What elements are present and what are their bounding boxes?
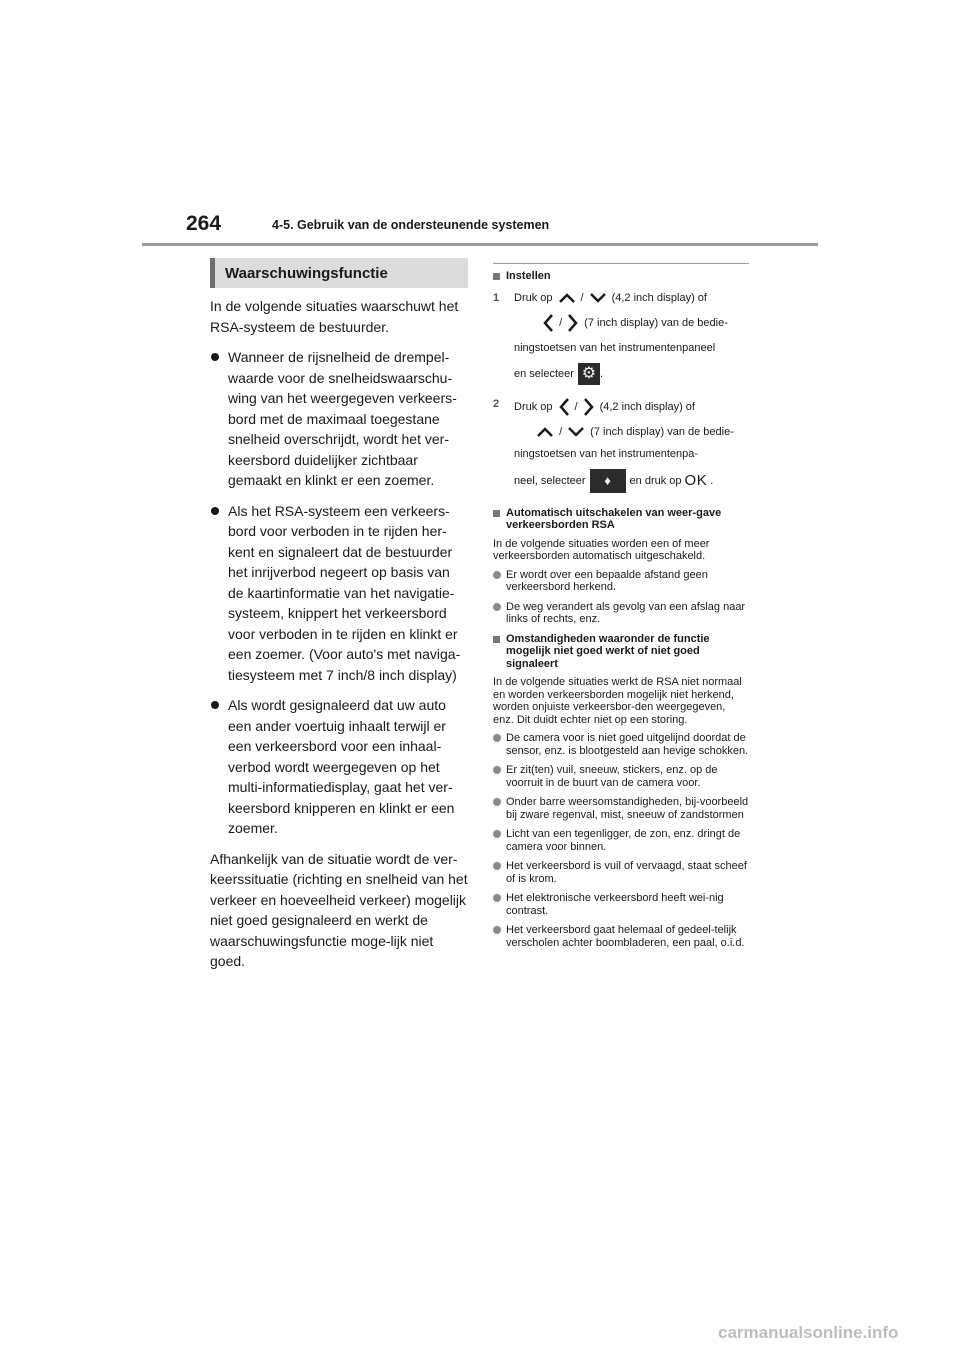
chevron-left-icon — [542, 313, 554, 333]
bullet-icon — [493, 766, 501, 774]
conditions-heading: Omstandigheden waaronder de functie mogelijk niet goed werkt of niet goed signaleert — [493, 633, 749, 671]
right-column — [493, 263, 749, 956]
list-item: Als het RSA-systeem een verkeers-bord voor verboden in te rijden her-kent en signaleert dat de bestuurder het inrijverbod negeert op basis van de kaartinformatie van het navigatie-systeem, knippert het verkeersbord voor verboden in te rijden en klinkt er een zoemer. (Voor auto's met naviga-tiesysteem met 7 inch/8 inch display) — [210, 501, 468, 686]
list-item: Als wordt gesignaleerd dat uw auto een ander voertuig inhaalt terwijl er een verkeersbord voor een inhaal-verbod wordt weergegeven op het multi-informatiedisplay, gaat het ver-keersbord knipperen en klinkt er een zoemer. — [210, 695, 468, 839]
step-2: 2 Druk op / (4,2 inch display) of / (7 inch display) van de bedie- ningstoetsen van het instrumentenpa- neel, selecteer ♦ en druk op OK . — [493, 397, 749, 501]
chevron-right-icon — [567, 313, 579, 333]
chevron-up-icon — [536, 426, 554, 438]
list-item: De camera voor is niet goed uitgelijnd doordat de sensor, enz. is blootgesteld aan hevige schokken. — [493, 732, 749, 757]
list-item: Het verkeersbord is vuil of vervaagd, staat scheef of is krom. — [493, 860, 749, 885]
bullet-icon — [493, 830, 501, 838]
column-rule — [493, 263, 749, 264]
warning-bullet-list — [210, 347, 468, 839]
chevron-down-icon — [567, 426, 585, 438]
list-item: Het verkeersbord gaat helemaal of gedeel-telijk verscholen achter boombladeren, een paal, o.i.d. — [493, 924, 749, 949]
square-bullet-icon — [493, 510, 500, 517]
watermark: carmanualsonline.info — [718, 1323, 899, 1342]
bullet-icon — [493, 603, 501, 611]
page-number: 264 — [186, 212, 222, 235]
square-bullet-icon — [493, 273, 500, 280]
section-title: 4-5. Gebruik van de ondersteunende systemen — [272, 218, 550, 232]
bullet-icon — [493, 926, 501, 934]
chevron-down-icon — [589, 292, 607, 304]
step-number: 2 — [493, 397, 500, 410]
ok-button-icon: OK — [684, 471, 708, 489]
section-heading: Waarschuwingsfunctie — [210, 258, 468, 288]
list-item: Licht van een tegenligger, de zon, enz. dringt de camera voor binnen. — [493, 828, 749, 853]
step-number: 1 — [493, 291, 500, 304]
step-1: 1 Druk op / (4,2 inch display) of / (7 inch display) van de bedie- ningstoetsen van het instrumentenpaneel en selecteer ⚙ . — [493, 291, 749, 393]
chevron-left-icon — [558, 397, 570, 417]
header-rule — [142, 243, 818, 246]
traffic-sign-settings-icon: ♦ — [590, 469, 626, 493]
intro-paragraph: In de volgende situaties waarschuwt het RSA-systeem de bestuurder. — [210, 298, 459, 335]
list-item: Wanneer de rijsnelheid de drempel-waarde voor de snelheidswaarschu-wing van het weergegeven verkeers-bord met de maximaal toegestane snelheid overschrijdt, wordt het ver-keersbord duidelijker zichtbaar gemaakt en klinkt er een zoemer. — [210, 347, 468, 491]
bullet-icon — [211, 507, 219, 515]
auto-disable-heading: Automatisch uitschakelen van weer-gave verkeersborden RSA — [493, 507, 749, 532]
outro-paragraph: Afhankelijk van de situatie wordt de ver-keerssituatie (richting en snelheid van het verkeer en hoeveelheid verkeer) mogelijk niet goed gesignaleerd en werkt de waarschuwingsfunctie moge-lijk niet goed. — [210, 850, 468, 969]
bullet-icon — [211, 353, 219, 361]
bullet-icon — [493, 862, 501, 870]
list-item: De weg verandert als gevolg van een afslag naar links of rechts, enz. — [493, 601, 749, 626]
conditions-intro: In de volgende situaties werkt de RSA niet normaal en worden verkeersborden mogelijk niet herkend, worden onjuiste verkeersbor-den weergegeven, enz. Dit duidt echter niet op een storing. — [493, 676, 742, 726]
list-item: Onder barre weersomstandigheden, bij-voorbeeld bij zware regenval, mist, sneeuw of zandstormen — [493, 796, 749, 821]
auto-disable-list — [493, 569, 749, 626]
chevron-right-icon — [583, 397, 595, 417]
left-column — [210, 258, 468, 986]
chevron-up-icon — [558, 292, 576, 304]
bullet-icon — [493, 798, 501, 806]
auto-disable-intro: In de volgende situaties worden een of meer verkeersborden automatisch uitgeschakeld. — [493, 537, 710, 562]
bullet-icon — [493, 734, 501, 742]
list-item: Er zit(ten) vuil, sneeuw, stickers, enz. op de voorruit in de buurt van de camera voor. — [493, 764, 749, 789]
bullet-icon — [493, 571, 501, 579]
conditions-list — [493, 732, 749, 949]
settings-gear-icon: ⚙ — [578, 363, 600, 385]
bullet-icon — [211, 701, 219, 709]
bullet-icon — [493, 894, 501, 902]
list-item: Het elektronische verkeersbord heeft wei-nig contrast. — [493, 892, 749, 917]
setup-heading: Instellen — [493, 270, 749, 283]
list-item: Er wordt over een bepaalde afstand geen verkeersbord herkend. — [493, 569, 749, 594]
square-bullet-icon — [493, 636, 500, 643]
